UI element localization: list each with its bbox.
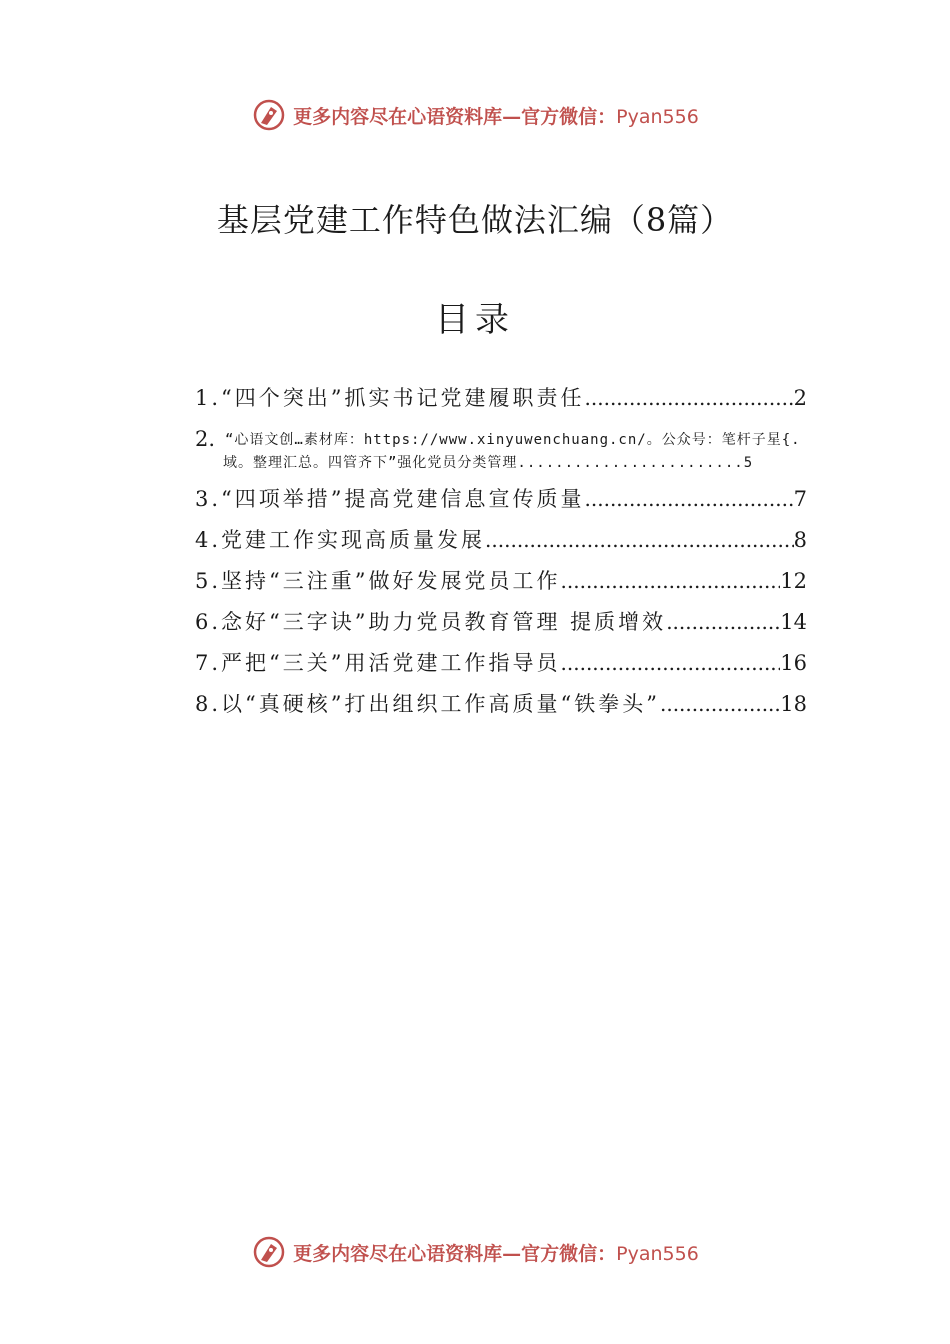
- toc-entry[interactable]: [195, 524, 807, 565]
- toc-entry-label: 5.坚持“三注重”做好发展党员工作: [195, 569, 561, 593]
- toc-entry[interactable]: [195, 688, 807, 729]
- table-of-contents: [195, 382, 807, 729]
- wechat-id: Pyan556: [616, 105, 699, 128]
- document-title: 基层党建工作特色做法汇编（8篇）: [216, 201, 734, 239]
- toc-entry-label: 8.以“真硬核”打出组织工作高质量“铁拳头”: [195, 692, 660, 716]
- toc-entry-line2: 域。整理汇总。四管齐下”强化党员分类管理........................5: [223, 455, 754, 471]
- toc-entry[interactable]: [195, 606, 807, 647]
- toc-leader-dots: [561, 651, 781, 675]
- toc-entry-page: 8: [793, 528, 807, 552]
- toc-entry[interactable]: [195, 483, 807, 524]
- toc-leader-dots: [561, 569, 781, 593]
- toc-leader-dots: [666, 610, 780, 634]
- pen-nib-logo-icon: [251, 97, 287, 133]
- toc-entry-page: 18: [780, 692, 807, 716]
- toc-entry[interactable]: [195, 647, 807, 688]
- pen-nib-logo-icon: [251, 1234, 287, 1270]
- toc-entry-label: 1.“四个突出”抓实书记党建履职责任: [195, 386, 585, 410]
- toc-entry-line1: “心语文创…素材库：https://www.xinyuwenchuang.cn/。公众号：笔杆子星{.: [225, 432, 801, 448]
- toc-leader-dots: [585, 487, 794, 511]
- watermark-banner-top: [0, 95, 950, 135]
- toc-leader-dots: [660, 692, 780, 716]
- toc-entry-page: 14: [780, 610, 807, 634]
- toc-entry-page: 7: [793, 487, 807, 511]
- toc-entry-page: 2: [793, 386, 807, 410]
- toc-entry-label: 4.党建工作实现高质量发展: [195, 528, 486, 552]
- toc-entry-page: 12: [780, 569, 807, 593]
- toc-leader-dots: [585, 386, 794, 410]
- toc-entry[interactable]: [195, 423, 807, 483]
- toc-leader-dots: [485, 528, 794, 552]
- toc-entry-label: 3.“四项举措”提高党建信息宣传质量: [195, 487, 585, 511]
- watermark-banner-bottom: [0, 1232, 950, 1272]
- toc-entry[interactable]: [195, 382, 807, 423]
- toc-entry-label: 7.严把“三关”用活党建工作指导员: [195, 651, 561, 675]
- toc-entry-page: 16: [780, 651, 807, 675]
- toc-entry-number: 2.: [195, 427, 216, 451]
- toc-heading: 目录: [435, 300, 515, 340]
- toc-entry-label: 6.念好“三字诀”助力党员教育管理 提质增效: [195, 610, 667, 634]
- wechat-id: Pyan556: [616, 1242, 699, 1265]
- watermark-text: 更多内容尽在心语资料库—官方微信：Pyan556: [293, 1242, 699, 1265]
- toc-entry[interactable]: [195, 565, 807, 606]
- watermark-text: 更多内容尽在心语资料库—官方微信：Pyan556: [293, 105, 699, 128]
